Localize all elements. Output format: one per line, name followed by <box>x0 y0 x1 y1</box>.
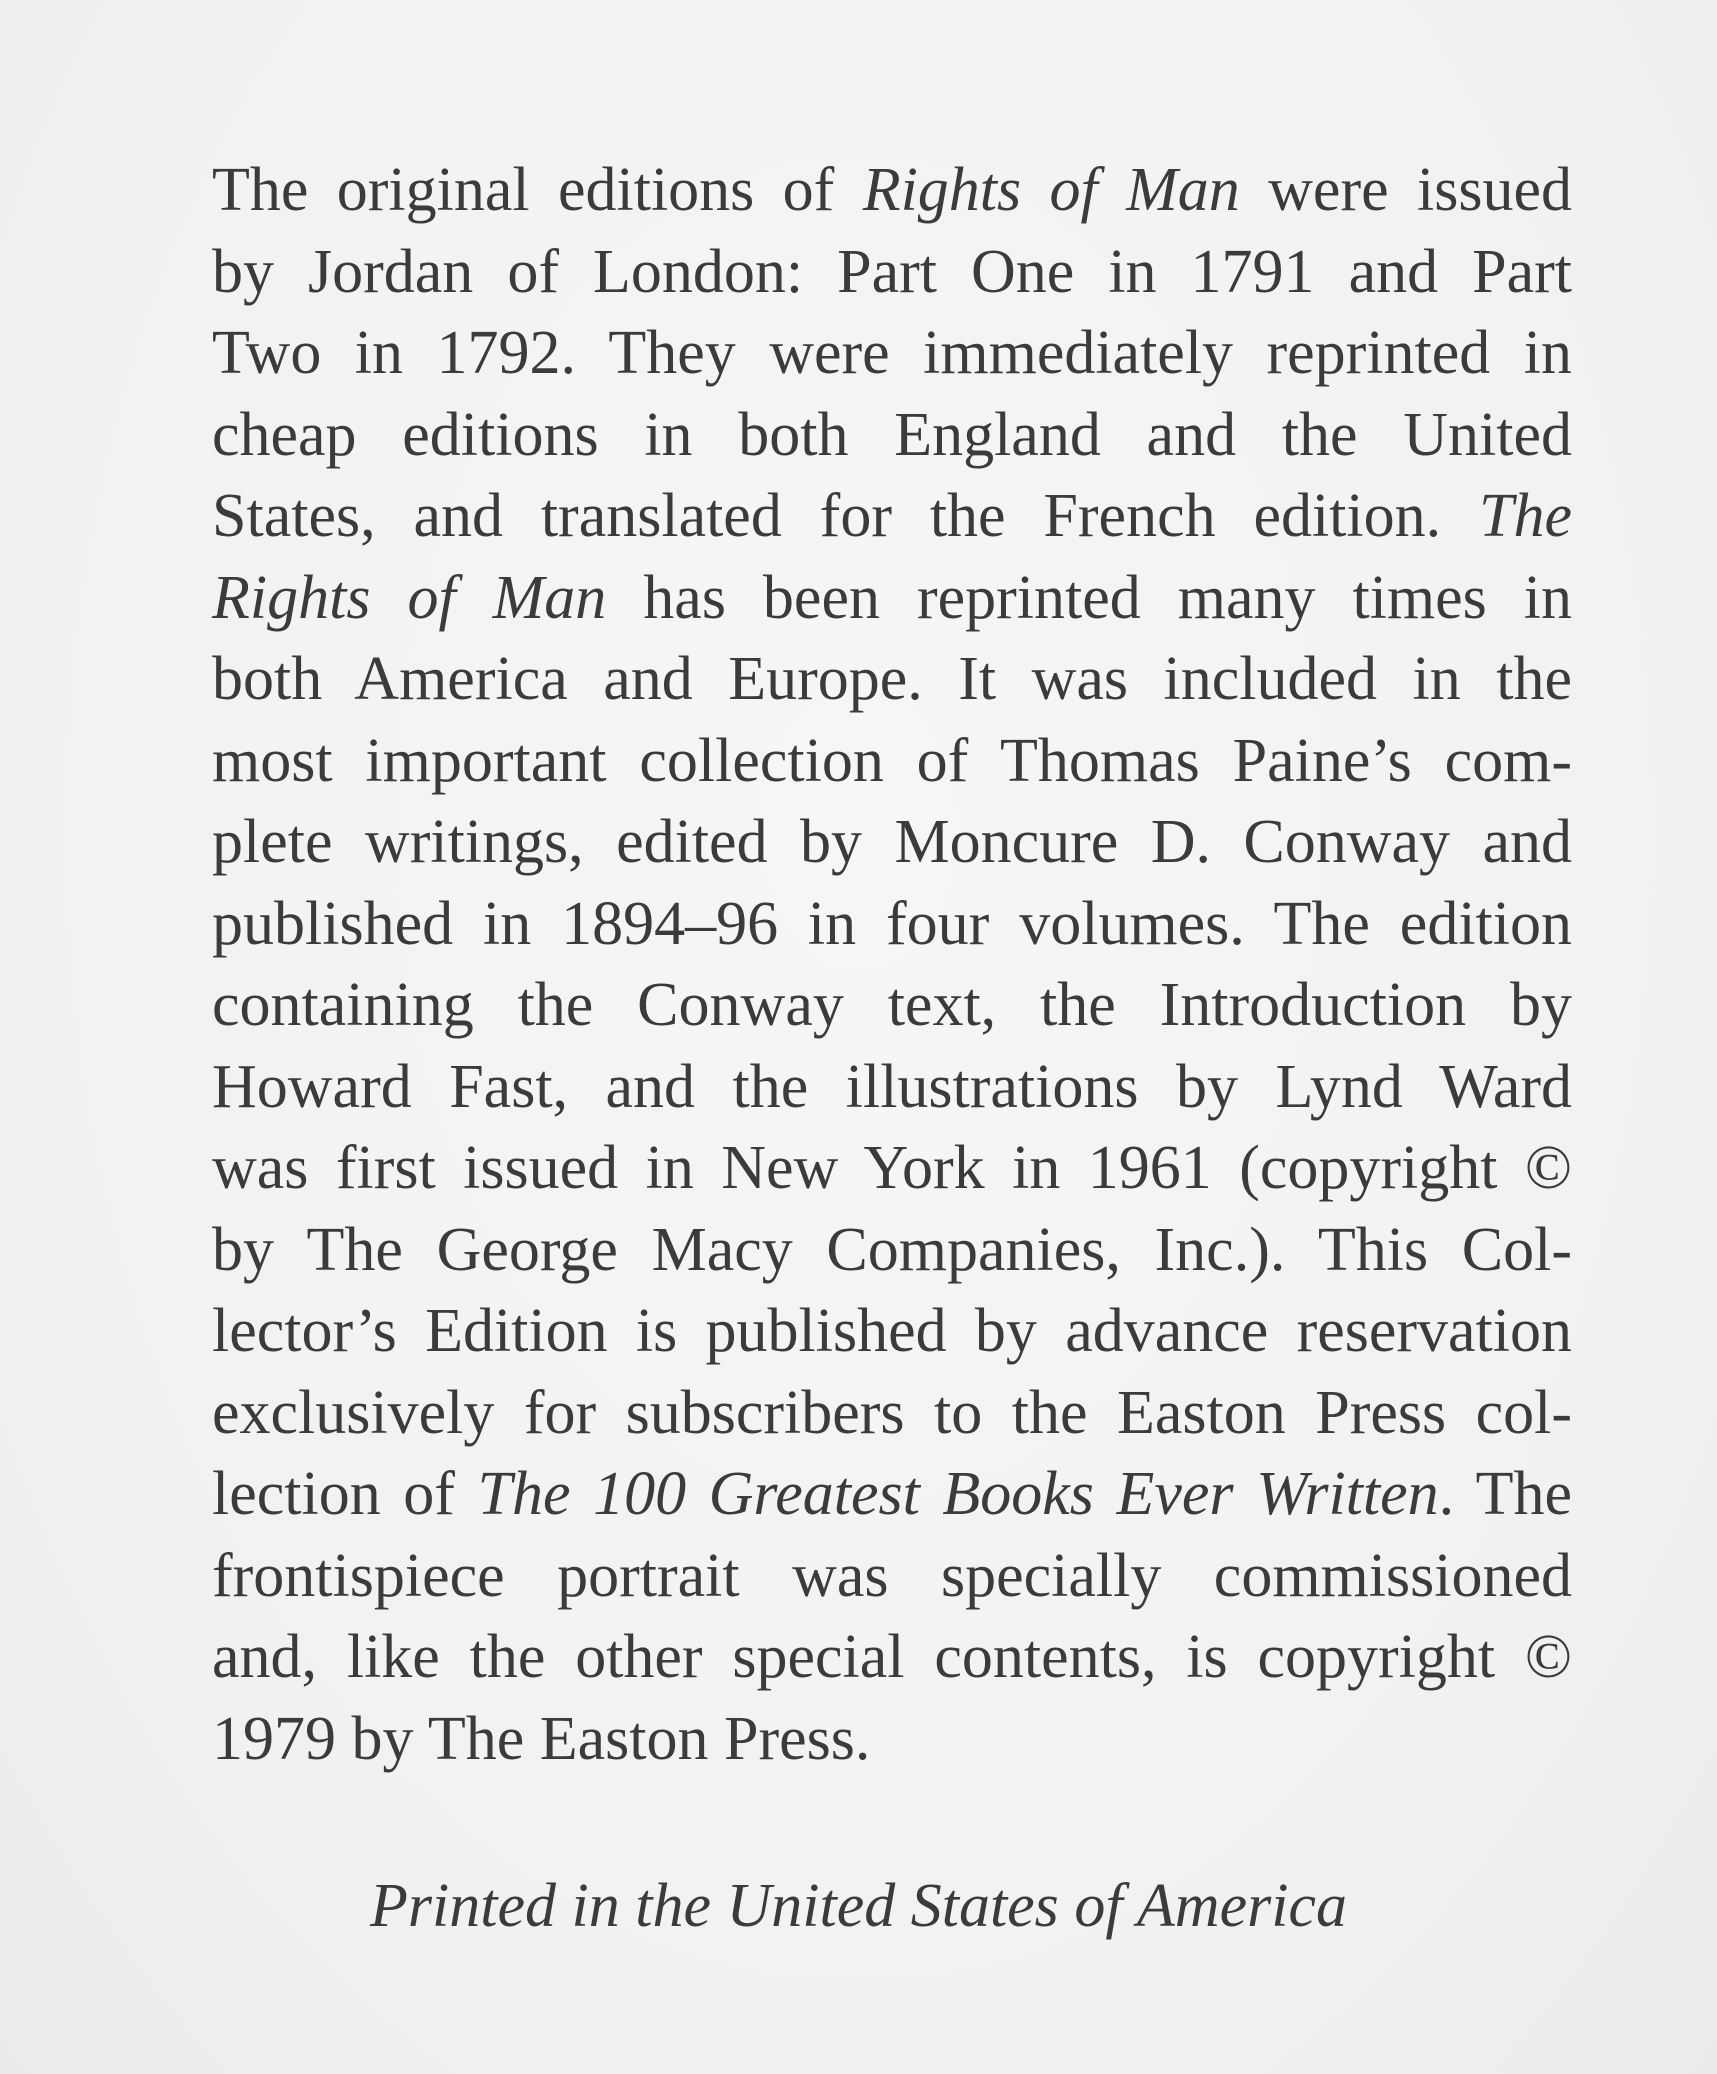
text-segment: containing the Conway text, the Introduction by <box>212 971 1572 1039</box>
colophon-line <box>212 1047 1572 1129</box>
text-segment: has been reprinted many times in <box>606 563 1572 632</box>
text-segment: 1979 by The Easton Press. <box>212 1704 871 1773</box>
colophon-line <box>212 395 1572 477</box>
italic-title: Rights of Man <box>862 156 1240 224</box>
text-segment: Two in 1792. They were immediately reprinted in <box>212 319 1572 387</box>
colophon-line <box>212 802 1572 884</box>
text-segment: Howard Fast, and the illustrations by Lynd Ward <box>212 1052 1572 1121</box>
text-segment: were issued <box>1239 156 1572 224</box>
colophon-line <box>212 1454 1572 1536</box>
colophon-line <box>212 1373 1572 1455</box>
colophon-line <box>212 1536 1572 1618</box>
italic-title: The <box>1479 482 1572 550</box>
printed-in-imprint: Printed in the United States of America <box>370 1872 1347 1940</box>
colophon-line <box>212 884 1572 966</box>
text-segment: frontispiece portrait was specially commissioned <box>212 1541 1572 1610</box>
colophon-line <box>212 965 1572 1047</box>
colophon-line <box>212 313 1572 395</box>
text-segment: published in 1894–96 in four volumes. The edition <box>212 889 1572 958</box>
text-segment: most important collection of Thomas Paine’s com- <box>212 726 1572 795</box>
colophon-line <box>212 721 1572 803</box>
colophon-line <box>212 558 1572 640</box>
text-segment: was first issued in New York in 1961 (copyright © <box>212 1134 1572 1202</box>
colophon-line <box>212 232 1572 314</box>
colophon-paragraph <box>212 150 1572 1780</box>
italic-title: Rights of Man <box>212 563 607 632</box>
colophon-line <box>212 1617 1572 1699</box>
text-segment: by Jordan of London: Part One in 1791 and Part <box>212 237 1572 306</box>
text-segment: by The George Macy Companies, Inc.). This Col- <box>212 1215 1572 1284</box>
colophon-line <box>212 639 1572 721</box>
colophon-line <box>212 1210 1572 1292</box>
text-segment: lector’s Edition is published by advance reservation <box>212 1297 1572 1365</box>
italic-title: The 100 Greatest Books Ever Written <box>477 1460 1439 1528</box>
text-segment: The original editions of <box>212 156 863 224</box>
text-segment: lection of <box>212 1460 478 1528</box>
colophon-line <box>212 1128 1572 1210</box>
colophon-line <box>212 1291 1572 1373</box>
colophon-line <box>212 1699 1572 1781</box>
text-segment: plete writings, edited by Moncure D. Conway and <box>212 808 1572 876</box>
text-segment: and, like the other special contents, is copyright © <box>212 1623 1572 1691</box>
text-segment: States, and translated for the French edition. <box>212 482 1479 550</box>
text-segment: both America and Europe. It was included in the <box>212 645 1572 713</box>
text-segment: exclusively for subscribers to the Easton Press col- <box>212 1378 1572 1447</box>
text-segment: . The <box>1438 1460 1572 1528</box>
colophon-line <box>212 476 1572 558</box>
text-segment: cheap editions in both England and the United <box>212 400 1572 469</box>
colophon-line <box>212 150 1572 232</box>
